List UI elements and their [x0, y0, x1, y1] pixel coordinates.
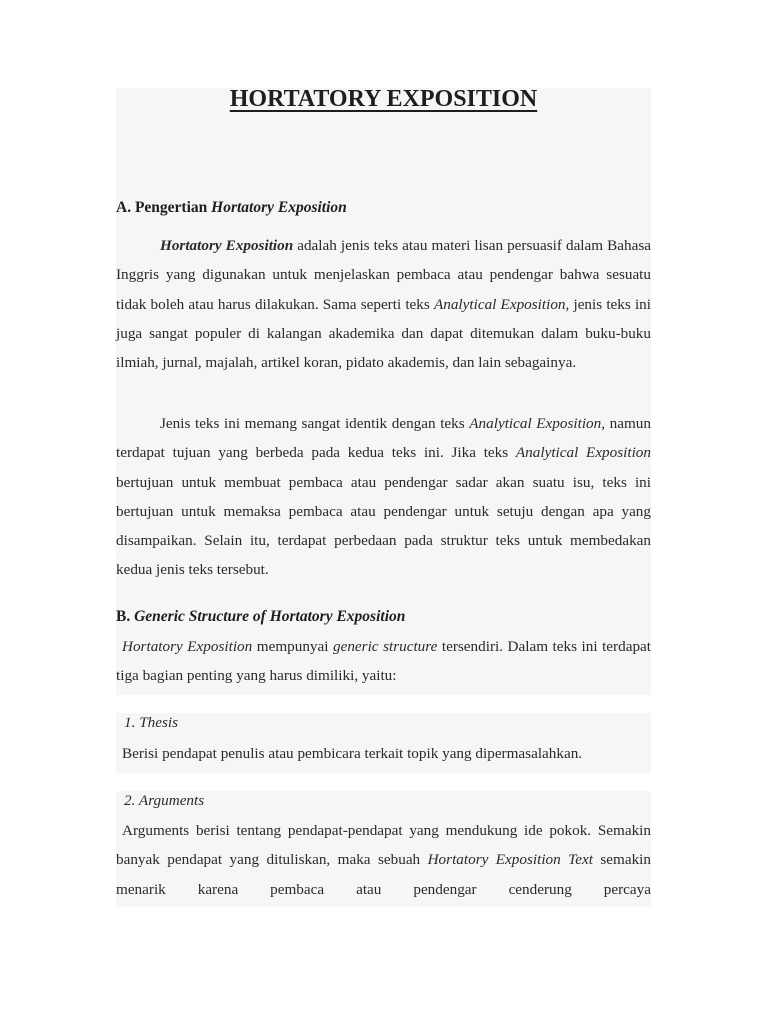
section-a-heading-italic: Hortatory Exposition: [211, 199, 347, 216]
section-a-paragraph-2: [116, 409, 651, 585]
p2-text-1: Jenis teks ini memang sangat identik dengan teks: [160, 415, 470, 432]
intro-text-2: tersendiri. Dalam teks ini terdapat tiga bagian penting yang harus dimiliki, yaitu:: [116, 638, 651, 685]
section-a-heading-prefix: A. Pengertian: [116, 199, 212, 216]
item-2-text-2: semakin menarik karena pembaca atau pendengar cenderung percaya: [116, 851, 651, 898]
intro-term-2: generic structure: [333, 638, 438, 655]
content-background: [116, 88, 651, 695]
item-1-text: Berisi pendapat penulis atau pembicara terkait topik yang dipermasalahkan.: [122, 745, 583, 762]
p1-text-1: adalah jenis teks atau materi lisan persuasif dalam Bahasa Inggris yang digunakan untuk menjelaskan pembaca atau pendengar bahwa sesuatu tidak boleh atau harus dilakukan. Sama seperti teks: [116, 237, 651, 313]
item-1-label: 1. Thesis: [124, 714, 179, 731]
item-2-text: [116, 816, 651, 904]
item-2-text-1: Arguments berisi tentang pendapat-pendapat yang mendukung ide pokok. Semakin banyak pendapat yang dituliskan, maka sebuah: [116, 822, 651, 869]
page-title: HORTATORY EXPOSITION: [229, 86, 538, 112]
item-2-label: 2. Arguments: [124, 792, 205, 809]
intro-text-1: mempunyai: [252, 638, 333, 655]
p2-text-3: bertujuan untuk membuat pembaca atau pendengar sadar akan suatu isu, teks ini bertujuan untuk memaksa pembaca atau pendengar untuk setuju dengan apa yang disampaikan. Selain itu, terdapat perbedaan pada struktur teks untuk membedakan kedua jenis teks tersebut.: [116, 473, 651, 579]
section-a-paragraph-1: [116, 231, 651, 377]
section-b-heading-italic: Generic Structure of Hortatory Exposition: [134, 608, 406, 625]
p2-term-1: Analytical Exposition: [469, 415, 602, 432]
item-2-term: Hortatory Exposition Text: [427, 851, 593, 869]
section-b-heading-prefix: B.: [116, 608, 135, 625]
p1-term-2: Analytical Exposition: [433, 295, 566, 313]
section-b-intro: [116, 632, 651, 691]
p2-term-2: Analytical Exposition: [515, 444, 651, 462]
p1-text-2: , jenis teks ini juga sangat populer di kalangan akademika dan dapat ditemukan dalam buku-buku ilmiah, jurnal, majalah, artikel koran, pidato akademis, dan lain sebagainya.: [116, 295, 651, 372]
p2-text-2: , namun terdapat tujuan yang berbeda pada kedua teks ini. Jika teks: [116, 415, 651, 462]
intro-term-1: Hortatory Exposition: [122, 638, 253, 655]
section-b-heading: [116, 608, 651, 626]
section-a-heading: [116, 199, 651, 217]
p1-term: Hortatory Exposition: [160, 237, 294, 254]
